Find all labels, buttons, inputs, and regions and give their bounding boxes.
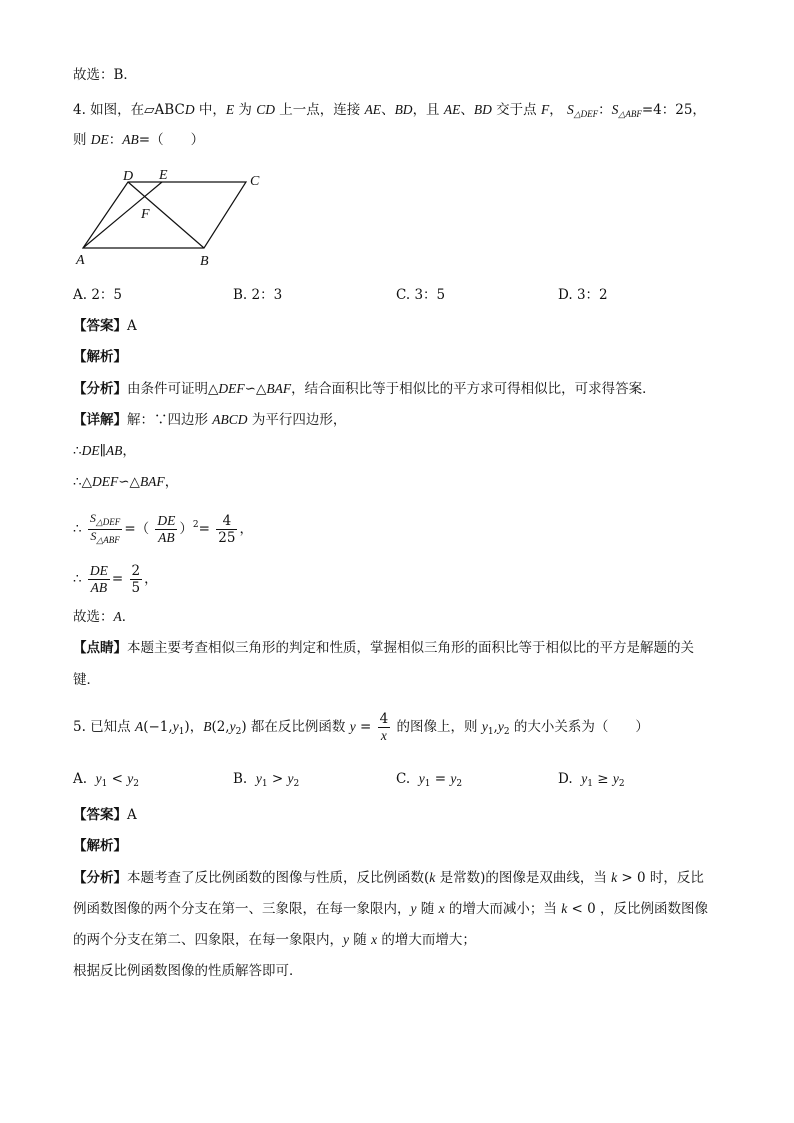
answer-tag: 【答案】 [73, 318, 127, 334]
q4-option-b[interactable] [233, 286, 282, 304]
fenxi-text: 随 [416, 901, 439, 917]
option-letter: B. [233, 771, 248, 787]
q4-stem-text: ： [598, 102, 612, 118]
xiangjie-text: 解：∵四边形 [127, 412, 213, 428]
option-var: y [612, 771, 619, 786]
fenxi-text: 例函数图像的两个分支在第一、三象限，在每一象限内， [73, 901, 411, 917]
q5-stem-text: = [355, 719, 376, 735]
parallelogram-abcd [83, 182, 246, 248]
q5-stem-text: ， [189, 719, 204, 735]
subscript: 2 [133, 779, 140, 789]
q5-option-b[interactable] [233, 770, 299, 793]
q4-option-a[interactable] [73, 286, 122, 304]
fenxi-var: y [343, 932, 349, 947]
xiangjie-text: 为平行四边形， [247, 412, 347, 428]
q4-stem-text: 则 [73, 132, 91, 148]
q4-dianjing-line1 [73, 639, 694, 657]
q4-option-c[interactable] [396, 286, 445, 304]
fenxi-text: < 0 ，反比例函数图像 [567, 901, 708, 917]
q5-stem-text: ) [184, 719, 190, 735]
q5-stem-var: y [497, 719, 504, 734]
fenxi-var: BAF [266, 381, 292, 396]
q4-stem-text: ： [108, 132, 123, 148]
fenxi-text: 是常数)的图像是双曲线，当 [435, 870, 612, 886]
q4-stem-text: 、 [460, 102, 474, 118]
fraction-numerator: DE [157, 513, 176, 528]
q5-stem-var: A [134, 719, 144, 734]
q5-stem-var: y [229, 719, 236, 734]
q4-stem-text: =（ ） [138, 132, 205, 148]
step-text: =（ [124, 521, 150, 537]
fraction-denominator: x [380, 728, 387, 743]
fenxi-text: 的增大而减小；当 [444, 901, 562, 917]
area-symbol: S [611, 102, 619, 117]
dianjing-tag: 【点睛】 [73, 640, 127, 656]
fenxi-var: k [611, 870, 618, 885]
option-var: y [581, 771, 588, 786]
answer-value: A [127, 807, 137, 823]
q5-stem-text: (2, [211, 719, 230, 735]
q5-stem-text: 的大小关系为（ ） [509, 719, 649, 735]
q4-stem-text: =4：25， [641, 102, 706, 118]
q4-step-area-ratio [73, 506, 253, 548]
fenxi-text: 的两个分支在第二、四象限，在每一象限内， [73, 932, 343, 948]
option-var: y [127, 771, 134, 786]
fraction-denominator: AB [90, 580, 108, 595]
q4-stem-var: AB [122, 132, 139, 147]
q5-stem-text: 的图像上，则 [392, 719, 482, 735]
area-subscript: △ABF [96, 535, 120, 545]
step-var: BAF [139, 474, 165, 489]
step-text: ∴△ [73, 474, 92, 490]
label-e: E [159, 168, 168, 183]
q5-analysis-tag [73, 837, 127, 855]
fenxi-var: k [429, 870, 436, 885]
label-a: A [76, 253, 85, 268]
step-text: ， [144, 571, 158, 587]
step-text: ∴ [73, 521, 82, 537]
q4-stem-var: AE [443, 102, 461, 117]
subscript: 1 [178, 727, 185, 737]
fenxi-var: y [410, 901, 417, 916]
option-var: y [255, 771, 262, 786]
q5-stem-var: y [481, 719, 488, 734]
subscript: 2 [456, 779, 463, 789]
q4-step-similar [73, 473, 178, 491]
step-text: ） [179, 521, 193, 537]
q4-stem-text: 为 [234, 102, 257, 118]
q4-stem-text: ，且 [412, 102, 444, 118]
step-text: ∽△ [118, 474, 140, 490]
option-letter: D. [558, 287, 577, 303]
q4-stem-line2 [73, 131, 204, 149]
option-relation: = [434, 771, 447, 787]
select-var: A [113, 609, 122, 624]
q5-stem-text: , [493, 719, 498, 735]
fenxi-tag: 【分析】 [73, 870, 127, 886]
q4-stem-text: ， [549, 102, 563, 118]
option-relation: > [271, 771, 284, 787]
q4-stem-var: F [540, 102, 550, 117]
option-relation: < [111, 771, 123, 787]
q4-stem-text: 交于点 [491, 102, 541, 118]
option-letter: D. [558, 771, 573, 787]
step-text: = [198, 521, 210, 537]
option-text: 3：2 [576, 287, 608, 303]
area-fraction [88, 512, 122, 547]
previous-answer: 故选：B． [73, 67, 137, 83]
fraction-numerator: 4 [379, 711, 389, 727]
q5-stem-var: B [203, 719, 212, 734]
option-relation: ≥ [597, 771, 609, 787]
step-text: ， [239, 521, 253, 537]
area-symbol: S [89, 511, 96, 525]
segment-bd [128, 182, 204, 248]
fenxi-text: ，结合面积比等于相似比的平方求可得相似比，可求得答案． [291, 381, 656, 397]
q5-stem-text: 都在反比例函数 [246, 719, 350, 735]
subscript: 1 [261, 779, 268, 789]
q4-stem-text: 上一点，连接 [274, 102, 365, 118]
ratio-fraction [155, 513, 177, 546]
label-f: F [141, 207, 150, 222]
q5-stem [73, 708, 649, 751]
q5-stem-text: (−1, [143, 719, 173, 735]
fraction-numerator: 4 [216, 513, 237, 530]
value-fraction [130, 563, 143, 596]
option-letter: C. [396, 287, 415, 303]
label-b: B [200, 254, 209, 269]
q5-fenxi-line1 [73, 869, 704, 887]
subscript: 1 [424, 779, 431, 789]
fenxi-var: DEF [218, 381, 245, 396]
xiangjie-var: ABCD [212, 412, 248, 427]
q4-stem-var: D [184, 102, 195, 117]
subscript: 2 [618, 779, 625, 789]
q4-select [73, 608, 135, 626]
step-var: DEF [91, 474, 119, 489]
answer-value: A [127, 318, 137, 334]
q5-fenxi-line3 [73, 931, 476, 949]
step-var: AB [105, 443, 123, 458]
option-letter: A. [73, 287, 92, 303]
option-letter: A. [73, 771, 88, 787]
step-text: ， [122, 443, 136, 459]
fenxi-var: x [371, 932, 378, 947]
label-d: D [123, 169, 134, 184]
fenxi-text: ∽△ [244, 381, 267, 397]
q5-fenxi-line2 [73, 900, 708, 918]
option-letter: C. [396, 771, 411, 787]
area-subscript: △DEF [573, 109, 599, 119]
subscript: 2 [293, 779, 300, 789]
select-text: 故选： [73, 609, 114, 625]
option-var: y [95, 771, 102, 786]
subscript: 2 [503, 727, 510, 737]
fraction-numerator: 2 [131, 563, 141, 579]
fenxi-var: k [561, 901, 568, 916]
fenxi-var: x [438, 901, 445, 916]
q5-fenxi-line4: 根据反比例函数图像的性质解答即可． [73, 963, 303, 979]
fenxi-text: > 0 时，反比 [617, 870, 704, 886]
subscript: 2 [235, 727, 242, 737]
q4-stem-text: 4. 如图，在▱ABC [73, 102, 185, 118]
step-text: ∴ [73, 571, 82, 587]
area-subscript: △ABF [618, 109, 642, 119]
q4-step-parallel [73, 442, 136, 460]
fraction-denominator: 25 [218, 530, 236, 546]
q5-option-d[interactable] [558, 770, 625, 793]
option-text: 2：3 [251, 287, 283, 303]
q5-stem-var: y [349, 719, 356, 734]
option-letter: B. [233, 287, 252, 303]
answer-tag: 【答案】 [73, 807, 127, 823]
q4-stem-text: 中， [194, 102, 226, 118]
analysis-tag: 【解析】 [73, 838, 127, 854]
value-fraction [216, 513, 237, 546]
q4-stem-line1 [73, 101, 706, 123]
step-text: ， [164, 474, 179, 490]
q4-stem-var: AE [364, 102, 382, 117]
fenxi-text: 本题考查了反比例函数的图像与性质，反比例函数( [127, 870, 430, 886]
q4-analysis-tag [73, 348, 127, 366]
option-text: 2：5 [91, 287, 123, 303]
q5-stem-var: y [172, 719, 179, 734]
q4-option-d[interactable] [558, 286, 608, 304]
q4-fenxi [73, 380, 656, 398]
subscript: 1 [101, 779, 108, 789]
q4-answer [73, 317, 137, 335]
q5-option-c[interactable] [396, 770, 462, 793]
label-c: C [250, 174, 260, 189]
q5-stem-text: 5. 已知点 [73, 719, 135, 735]
q4-stem-var: E [225, 102, 235, 117]
area-symbol: S [90, 529, 97, 543]
ratio-fraction [88, 563, 110, 596]
step-text: ∴ [73, 443, 82, 459]
q5-option-a[interactable] [73, 770, 139, 793]
q4-step-result [73, 560, 158, 598]
parallelogram-figure [70, 160, 280, 272]
step-var: DE [81, 443, 100, 458]
fenxi-text: 随 [349, 932, 372, 948]
q4-stem-var: BD [473, 102, 492, 117]
exponent: 2 [192, 520, 199, 530]
q4-stem-var: BD [394, 102, 413, 117]
function-fraction [378, 711, 391, 744]
option-var: y [450, 771, 457, 786]
option-var: y [287, 771, 294, 786]
subscript: 1 [587, 779, 593, 789]
fenxi-text: 由条件可证明△ [127, 381, 219, 397]
option-var: y [418, 771, 425, 786]
q4-dianjing-line2: 键． [73, 672, 100, 688]
analysis-tag: 【解析】 [73, 349, 127, 365]
xiangjie-tag: 【详解】 [73, 412, 127, 428]
area-symbol: S [567, 102, 574, 117]
segment-ae [83, 182, 162, 248]
q4-xiangjie [73, 411, 346, 429]
fenxi-text: 的增大而增大； [377, 932, 476, 948]
subscript: 1 [487, 727, 494, 737]
dianjing-text: 本题主要考查相似三角形的判定和性质，掌握相似三角形的面积比等于相似比的平方是解题的关 [127, 640, 694, 656]
area-subscript: △DEF [95, 517, 121, 527]
fraction-denominator: AB [158, 530, 175, 545]
fenxi-tag: 【分析】 [73, 381, 127, 397]
option-text: 3：5 [414, 287, 446, 303]
step-text: ∥ [99, 443, 106, 459]
fraction-numerator: DE [89, 563, 108, 578]
select-text: ． [121, 609, 136, 625]
fraction-denominator: 5 [131, 580, 141, 596]
q4-stem-var: CD [256, 102, 275, 117]
q5-stem-text: ) [241, 719, 247, 735]
step-text: = [111, 571, 124, 587]
q4-stem-var: DE [90, 132, 109, 147]
q5-answer [73, 806, 137, 824]
q4-stem-text: 、 [381, 102, 395, 118]
